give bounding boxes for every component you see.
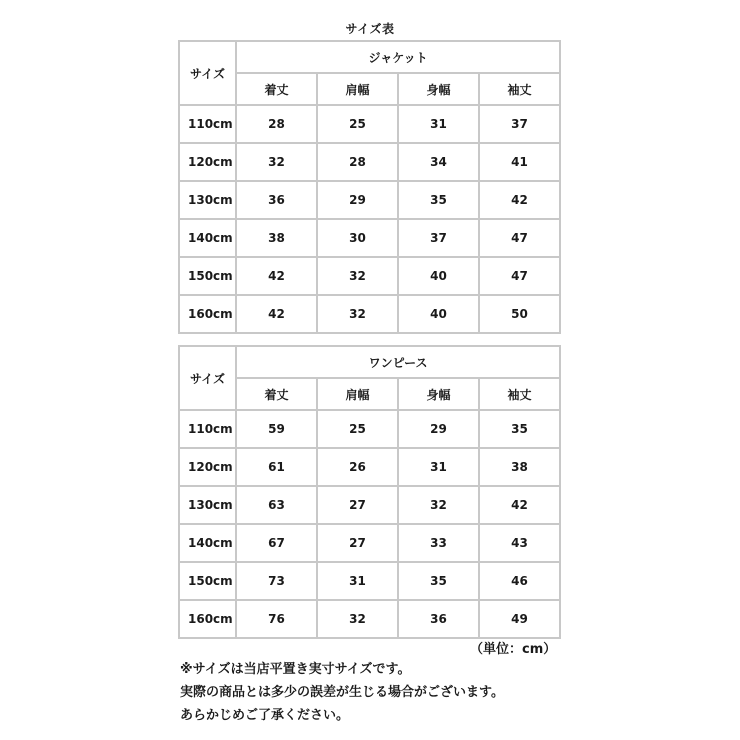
table-cell: 76: [236, 600, 317, 638]
table-cell: 33: [398, 524, 479, 562]
row-size-label: 150cm: [179, 257, 236, 295]
column-header: 肩幅: [317, 378, 398, 410]
row-size-label: 110cm: [179, 410, 236, 448]
row-size-label: 160cm: [179, 295, 236, 333]
table-cell: 32: [317, 295, 398, 333]
size-chart-title: サイズ表: [345, 22, 395, 36]
row-size-label: 120cm: [179, 143, 236, 181]
table-cell: 42: [479, 486, 560, 524]
table-cell: 29: [317, 181, 398, 219]
table-cell: 35: [398, 181, 479, 219]
table-cell: 31: [398, 105, 479, 143]
row-size-label: 110cm: [179, 105, 236, 143]
row-size-label: 130cm: [179, 181, 236, 219]
column-header: 着丈: [236, 73, 317, 105]
table-cell: 38: [236, 219, 317, 257]
table-cell: 47: [479, 219, 560, 257]
corner-label: サイズ: [179, 41, 236, 105]
table-cell: 37: [479, 105, 560, 143]
table-cell: 35: [479, 410, 560, 448]
table-row: [179, 486, 560, 524]
table-cell: 31: [317, 562, 398, 600]
table-cell: 34: [398, 143, 479, 181]
table-row: [179, 562, 560, 600]
row-size-label: 140cm: [179, 219, 236, 257]
table-row: [179, 448, 560, 486]
dress-size-table: [178, 345, 561, 639]
table-cell: 32: [317, 600, 398, 638]
jacket-size-table: [178, 40, 561, 334]
table-cell: 25: [317, 105, 398, 143]
table-cell: 63: [236, 486, 317, 524]
table-cell: 25: [317, 410, 398, 448]
table-cell: 47: [479, 257, 560, 295]
table-row: [179, 181, 560, 219]
table-cell: 42: [236, 295, 317, 333]
table-row: [179, 600, 560, 638]
group-label: ワンピース: [236, 346, 560, 378]
corner-label: サイズ: [179, 346, 236, 410]
table-cell: 36: [236, 181, 317, 219]
table-cell: 29: [398, 410, 479, 448]
column-header: 袖丈: [479, 73, 560, 105]
table-cell: 26: [317, 448, 398, 486]
table-row: [179, 295, 560, 333]
table-cell: 32: [236, 143, 317, 181]
table-cell: 50: [479, 295, 560, 333]
column-header: 身幅: [398, 73, 479, 105]
group-label: ジャケット: [236, 41, 560, 73]
table-cell: 46: [479, 562, 560, 600]
table-cell: 49: [479, 600, 560, 638]
table-cell: 37: [398, 219, 479, 257]
unit-note: （単位：cm）: [470, 642, 557, 657]
table-row: [179, 105, 560, 143]
row-size-label: 130cm: [179, 486, 236, 524]
row-size-label: 160cm: [179, 600, 236, 638]
table-cell: 38: [479, 448, 560, 486]
table-cell: 59: [236, 410, 317, 448]
table-row: [179, 257, 560, 295]
table-cell: 31: [398, 448, 479, 486]
note-line: あらかじめご了承ください。: [180, 708, 350, 723]
table-row: [179, 219, 560, 257]
table-cell: 40: [398, 295, 479, 333]
table-row: [179, 524, 560, 562]
table-cell: 32: [398, 486, 479, 524]
column-header: 身幅: [398, 378, 479, 410]
table-row: [179, 410, 560, 448]
note-line: ※サイズは当店平置き実寸サイズです。: [180, 662, 411, 677]
disclaimer-notes: [180, 658, 504, 727]
table-cell: 35: [398, 562, 479, 600]
table-cell: 43: [479, 524, 560, 562]
table-cell: 27: [317, 486, 398, 524]
table-cell: 41: [479, 143, 560, 181]
column-header: 着丈: [236, 378, 317, 410]
column-header: 肩幅: [317, 73, 398, 105]
row-size-label: 120cm: [179, 448, 236, 486]
table-cell: 42: [479, 181, 560, 219]
row-size-label: 140cm: [179, 524, 236, 562]
table-row: [179, 143, 560, 181]
table-cell: 32: [317, 257, 398, 295]
table-cell: 28: [236, 105, 317, 143]
table-cell: 36: [398, 600, 479, 638]
table-cell: 28: [317, 143, 398, 181]
table-cell: 67: [236, 524, 317, 562]
column-header: 袖丈: [479, 378, 560, 410]
row-size-label: 150cm: [179, 562, 236, 600]
table-cell: 40: [398, 257, 479, 295]
table-cell: 30: [317, 219, 398, 257]
table-cell: 73: [236, 562, 317, 600]
table-cell: 61: [236, 448, 317, 486]
table-cell: 27: [317, 524, 398, 562]
note-line: 実際の商品とは多少の誤差が生じる場合がございます。: [180, 685, 504, 700]
table-cell: 42: [236, 257, 317, 295]
